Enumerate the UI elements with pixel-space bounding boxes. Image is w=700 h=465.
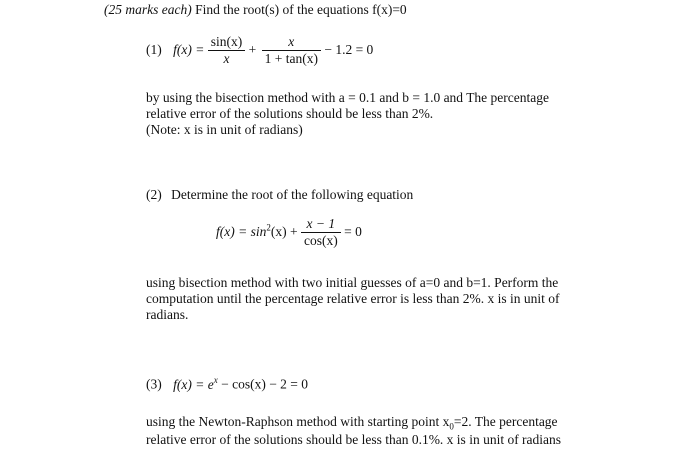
header-instruction: Find the root(s) of the equations f(x)=0 [195,2,407,17]
q3-line-1-a: using the Newton-Raphson method with starting point x [146,414,450,429]
q3-subscript: 0 [449,421,454,432]
q1-fraction-2-denominator: 1 + tan(x) [264,51,318,67]
q1-fraction-1-denominator: x [223,51,230,67]
q2-number: (2) [146,187,162,202]
q3-line-2: relative error of the solutions should be less than 0.1%. x is in unit of radians [146,432,562,448]
q1-line-2: relative error of the solutions should be less than 2%. [146,106,434,122]
q1-lhs: f(x) = [173,41,205,57]
q1-fraction-2-numerator: x [262,34,321,51]
q2-equation [216,216,362,249]
q1-tail: − 1.2 = 0 [324,41,374,57]
q2-line-1: using bisection method with two initial guesses of a=0 and b=1. Perform the [146,275,559,290]
q1-fraction-1-numerator: sin(x) [208,34,246,51]
q2-title [146,187,413,203]
q2-lhs: f(x) = sin [216,223,267,239]
q2-line-3: radians. [146,307,189,323]
q3-line-1-b: =2. The percentage [453,414,558,429]
q1-plus: + [248,41,257,57]
q3-line-1 [146,414,616,432]
q2-fraction-numerator: x − 1 [301,216,341,233]
q2-fraction-denominator: cos(x) [303,233,338,249]
q2-fraction [301,216,341,249]
q2-tail: = 0 [344,223,362,239]
q2-exponent: 2 [266,222,271,233]
marks-note: (25 marks each) [104,2,192,17]
q3-equation [146,375,308,393]
q1-equation [146,34,373,67]
q1-line-1: by using the bisection method with a = 0.1 and b = 1.0 and The percentage [146,90,550,105]
q2-description [146,275,606,324]
q1-line-3: (Note: x is in unit of radians) [146,122,303,138]
q1-fraction-1 [208,34,246,67]
q2-line-2: computation until the percentage relative error is less than 2%. x is in unit of [146,291,560,307]
q3-description [146,414,616,449]
q3-exponent: x [213,375,218,385]
q2-lhs-2: (x) + [270,223,298,239]
q3-tail: − cos(x) − 2 = 0 [221,376,309,392]
q3-lhs: f(x) = e [173,376,214,392]
q1-description [146,90,596,139]
q3-number: (3) [146,376,162,392]
header [104,2,407,18]
q1-fraction-2 [262,34,321,67]
q1-number: (1) [146,41,162,57]
q2-title-text: Determine the root of the following equation [171,187,414,202]
